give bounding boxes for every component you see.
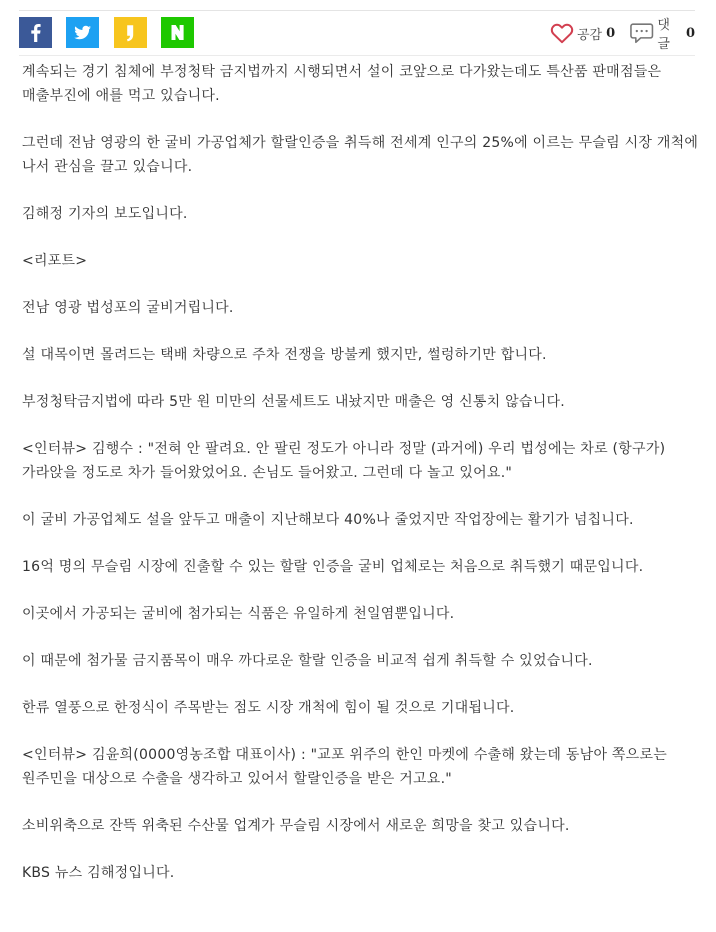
article-paragraph: 설 대목이면 몰려드는 택배 차량으로 주차 전쟁을 방불케 했지만, 썰렁하기만 합니다. <box>22 347 547 363</box>
article-paragraph: 이 때문에 첨가물 금지품목이 매우 까다로운 할랄 인증을 비교적 쉽게 취득할 수 있었습니다. <box>22 653 593 669</box>
facebook-icon <box>19 17 52 48</box>
article-paragraph: 16억 명의 무슬림 시장에 진출할 수 있는 할랄 인증을 굴비 업체로는 처음으로 취득했기 때문입니다. <box>22 559 644 575</box>
kakaostory-icon <box>114 17 147 48</box>
toolbar-divider <box>19 55 695 56</box>
twitter-icon <box>66 17 99 48</box>
like-button[interactable] <box>550 21 615 45</box>
article-paragraph: <인터뷰> 김윤희(0000영농조합 대표이사) : "교포 위주의 한인 마켓에 수출해 왔는데 동남아 쪽으로는 원주민을 대상으로 수출을 생각하고 있어서 할랄인증을 받은 거고요." <box>22 747 668 787</box>
article-paragraph: 소비위축으로 잔뜩 위축된 수산물 업계가 무슬림 시장에서 새로운 희망을 찾고 있습니다. <box>22 818 570 834</box>
article-paragraph: 계속되는 경기 침체에 부정청탁 금지법까지 시행되면서 설이 코앞으로 다가왔는데도 특산품 판매점들은 매출부진에 애를 먹고 있습니다. <box>22 64 662 104</box>
like-count: 0 <box>606 25 616 41</box>
article-paragraph: <인터뷰> 김행수 : "전혀 안 팔려요. 안 팔린 정도가 아니라 정말 (과거에) 우리 법성에는 차로 (항구가) 가라앉을 정도로 차가 들어왔었어요. 손님도 들어왔고. 그런데 다 놀고 있어요." <box>22 441 666 481</box>
naver-icon <box>161 17 194 48</box>
article-paragraph: 이곳에서 가공되는 굴비에 첨가되는 식품은 유일하게 천일염뿐입니다. <box>22 606 455 622</box>
article-paragraph: KBS 뉴스 김해정입니다. <box>22 865 175 881</box>
heart-icon <box>550 22 574 44</box>
twitter-share-button[interactable] <box>66 17 99 48</box>
article-body <box>22 60 702 908</box>
article-paragraph: 이 굴비 가공업체도 설을 앞두고 매출이 지난해보다 40%나 줄었지만 작업장에는 활기가 넘칩니다. <box>22 512 634 528</box>
like-label: 공감 <box>577 27 603 43</box>
speech-bubble-icon <box>629 21 654 45</box>
kakaostory-share-button[interactable] <box>114 17 147 48</box>
article-paragraph: 부정청탁금지법에 따라 5만 원 미만의 선물세트도 내놨지만 매출은 영 신통치 않습니다. <box>22 394 565 410</box>
naver-share-button[interactable] <box>161 17 194 48</box>
comment-button[interactable] <box>629 18 695 52</box>
facebook-share-button[interactable] <box>19 17 52 48</box>
top-divider <box>19 10 695 11</box>
article-paragraph: 한류 열풍으로 한정식이 주목받는 점도 시장 개척에 힘이 될 것으로 기대됩니다. <box>22 700 515 716</box>
article-paragraph: 그런데 전남 영광의 한 굴비 가공업체가 할랄인증을 취득해 전세계 인구의 25%에 이르는 무슬림 시장 개척에 나서 관심을 끌고 있습니다. <box>22 135 699 175</box>
comment-count: 0 <box>685 25 695 41</box>
article-paragraph: <리포트> <box>22 253 88 269</box>
article-paragraph: 김해정 기자의 보도입니다. <box>22 206 188 222</box>
share-toolbar <box>19 17 695 52</box>
article-paragraph: 전남 영광 법성포의 굴비거립니다. <box>22 300 234 316</box>
comment-label: 댓글 <box>657 18 670 52</box>
